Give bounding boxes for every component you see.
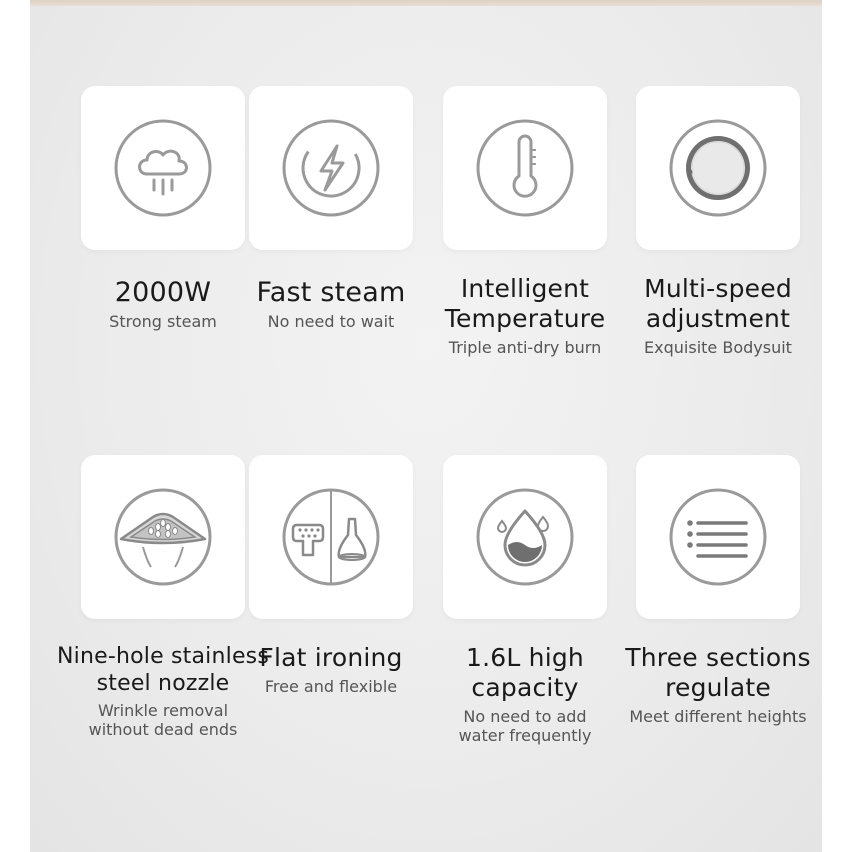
list-lines-icon <box>668 487 768 587</box>
feature-height-sections <box>613 455 823 726</box>
feature-card <box>249 86 413 250</box>
feature-capacity <box>430 455 620 745</box>
feature-title: Multi-speed adjustment <box>644 274 792 333</box>
feature-power <box>68 86 258 331</box>
feature-temperature <box>430 86 620 357</box>
feature-panel <box>30 6 822 852</box>
feature-subtitle: No need to add water frequently <box>458 707 592 745</box>
feature-subtitle: Strong steam <box>109 312 217 331</box>
feature-title: Nine-hole stainless steel nozzle <box>56 644 270 696</box>
feature-card <box>636 455 800 619</box>
steam-cloud-icon <box>113 118 213 218</box>
feature-subtitle: Triple anti-dry burn <box>448 338 602 357</box>
feature-card <box>443 455 607 619</box>
thermometer-icon <box>475 118 575 218</box>
feature-card <box>443 86 607 250</box>
feature-title: Intelligent Temperature <box>444 274 606 333</box>
flat-ironing-icon <box>281 487 381 587</box>
feature-title: Flat ironing <box>259 643 403 672</box>
feature-card <box>249 455 413 619</box>
feature-subtitle: Exquisite Bodysuit <box>644 338 792 357</box>
dial-knob-icon <box>668 118 768 218</box>
feature-title: Fast steam <box>256 277 406 308</box>
feature-subtitle: Meet different heights <box>629 707 807 726</box>
feature-card <box>81 86 245 250</box>
feature-title: 1.6L high capacity <box>466 643 584 702</box>
feature-subtitle: Free and flexible <box>264 677 398 696</box>
feature-title: Three sections regulate <box>625 643 811 702</box>
feature-multi-speed <box>623 86 813 357</box>
lightning-icon <box>281 118 381 218</box>
feature-subtitle: No need to wait <box>267 312 395 331</box>
nozzle-icon <box>113 487 213 587</box>
feature-subtitle: Wrinkle removal without dead ends <box>88 701 238 739</box>
feature-fast-steam <box>236 86 426 331</box>
feature-title: 2000W <box>114 277 212 308</box>
water-drop-icon <box>475 487 575 587</box>
feature-card <box>636 86 800 250</box>
feature-card <box>81 455 245 619</box>
feature-flat-ironing <box>236 455 426 696</box>
